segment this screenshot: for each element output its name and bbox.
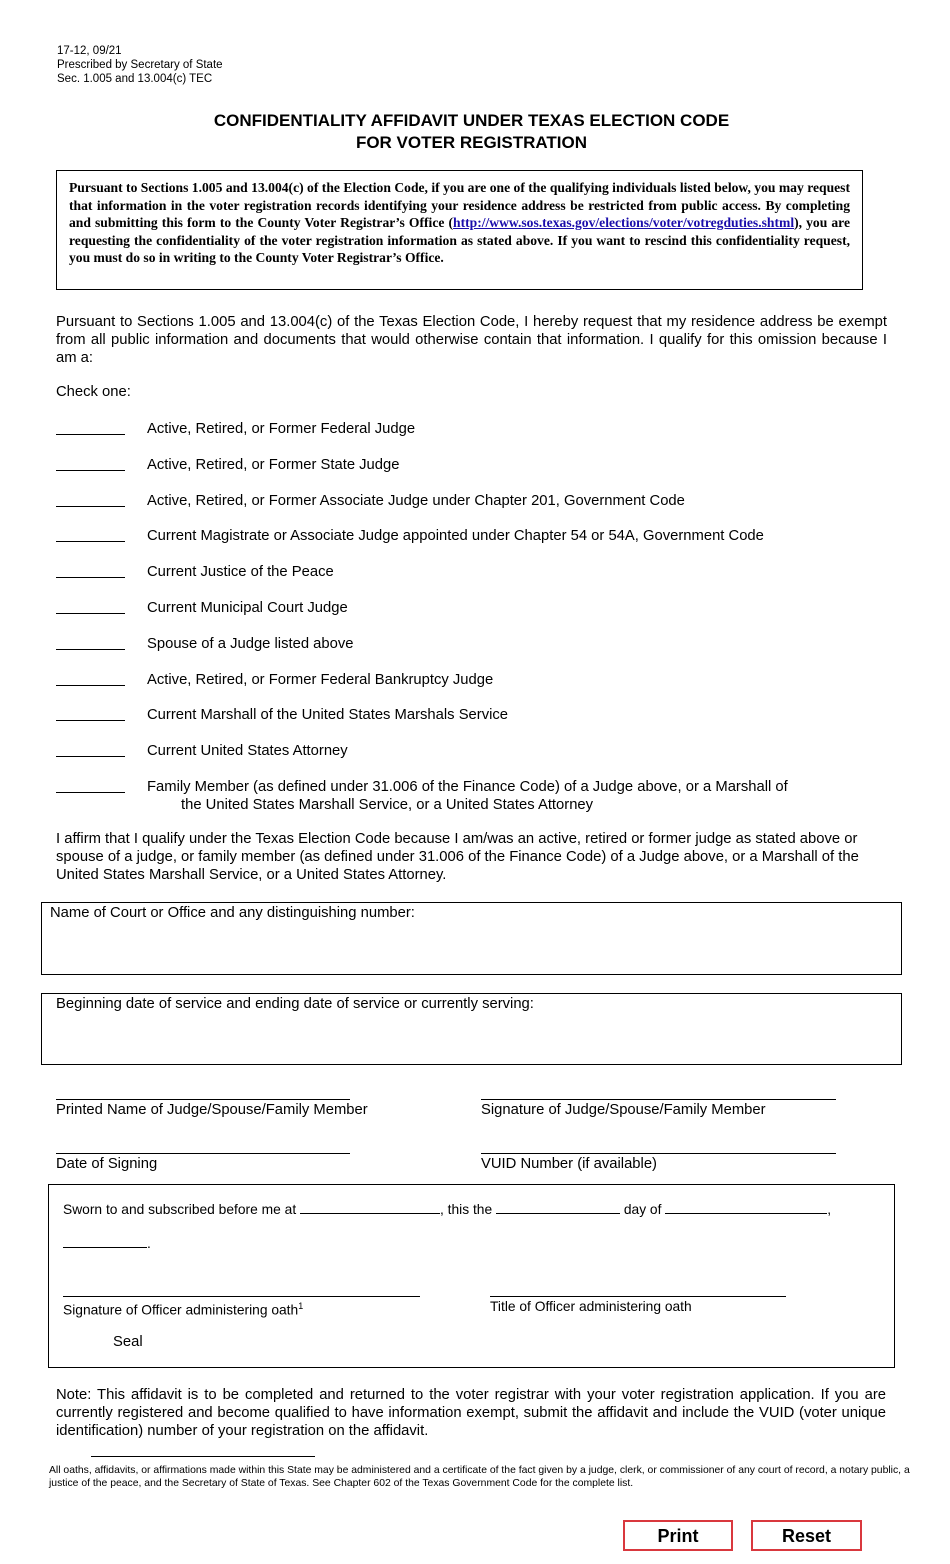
year-line xyxy=(63,1235,151,1252)
option-label xyxy=(147,635,354,653)
note-paragraph: Note: This affidavit is to be completed and returned to the voter registrar with your voter registration application. If you are currently registered and become qualified to have information exempt, submit the affidavit and include the VUID (voter unique identification) number of your registration on the affidavit. xyxy=(56,1387,886,1439)
footnote-separator xyxy=(91,1456,315,1457)
sworn-year-blank[interactable] xyxy=(63,1235,147,1248)
option-label-continuation: the United States Marshall Service, or a United States Attorney xyxy=(181,797,594,813)
option-label xyxy=(147,527,764,545)
notice-text-after-link: ), you are requesting the confidentiality of the voter registration information as stated above. If you want to rescind this confidentiality request, you must do so in writing to the County Voter Registrar’s Office. xyxy=(69,215,850,266)
option-check-blank[interactable] xyxy=(56,778,125,793)
option-label xyxy=(147,778,788,814)
section-reference: Sec. 1.005 and 13.004(c) TEC xyxy=(57,73,213,85)
option-label xyxy=(147,706,508,724)
option-label-text: Current United States Attorney xyxy=(147,743,348,760)
form-header-meta xyxy=(57,44,223,86)
oath-period: . xyxy=(147,1236,151,1251)
option-label xyxy=(147,671,493,689)
print-button[interactable]: Print xyxy=(623,1520,733,1551)
option-row xyxy=(56,492,876,528)
vuid-line[interactable] xyxy=(481,1153,836,1154)
form-number: 17-12, 09/21 xyxy=(57,45,122,57)
prescribed-by: Prescribed by Secretary of State xyxy=(57,59,223,71)
officer-title-label: Title of Officer administering oath xyxy=(490,1299,692,1314)
date-of-signing-line[interactable] xyxy=(56,1153,350,1154)
seal-label: Seal xyxy=(113,1334,143,1350)
option-check-blank[interactable] xyxy=(56,563,125,578)
option-label-text: Active, Retired, or Former Federal Judge xyxy=(147,421,416,437)
form-title-line2: FOR VOTER REGISTRATION xyxy=(355,133,588,152)
option-row xyxy=(56,420,876,456)
option-row xyxy=(56,635,876,671)
option-check-blank[interactable] xyxy=(56,456,125,471)
option-label-text: Current Justice of the Peace xyxy=(147,564,334,581)
footnote-text: All oaths, affidavits, or affirmations made within this State may be administered and a certificate of the fact given by a judge, clerk, or commissioner of any court of record, a notary public, a justice of the peace, and the Secretary of State of Texas. See Chapter 602 of the Texas Government Code for the complete list. xyxy=(49,1465,910,1489)
option-row xyxy=(56,599,876,635)
option-label xyxy=(147,563,334,581)
option-check-blank[interactable] xyxy=(56,492,125,507)
option-row xyxy=(56,671,876,707)
option-label xyxy=(147,492,685,510)
option-label-text: Current Magistrate or Associate Judge appointed under Chapter 54 or 54A, Government Code xyxy=(147,528,764,545)
option-label xyxy=(147,742,348,760)
option-label-text: Current Marshall of the United States Marshals Service xyxy=(147,707,509,724)
sworn-day-blank[interactable] xyxy=(496,1201,620,1214)
officer-signature-line[interactable] xyxy=(63,1296,420,1297)
option-label-text: Current Municipal Court Judge xyxy=(147,600,348,616)
option-check-blank[interactable] xyxy=(56,671,125,686)
signature-label: Signature of Judge/Spouse/Family Member xyxy=(481,1102,766,1118)
check-one-label: Check one: xyxy=(56,384,131,400)
footnote-marker: 1 xyxy=(298,1301,304,1311)
option-row xyxy=(56,742,876,778)
option-row xyxy=(56,778,876,814)
printed-name-line[interactable] xyxy=(56,1099,350,1100)
service-dates-label: Beginning date of service and ending date of service or currently serving: xyxy=(56,996,534,1012)
option-label-text: Active, Retired, or Former Federal Bankruptcy Judge xyxy=(147,671,494,688)
day-of-text: day of xyxy=(623,1202,662,1217)
request-paragraph: Pursuant to Sections 1.005 and 13.004(c) of the Texas Election Code, I hereby request that my residence address be exempt from all public information and documents that would otherwise contain that information. I qualify for this omission because I am a: xyxy=(56,314,887,366)
option-label-text: Active, Retired, or Former State Judge xyxy=(147,456,400,473)
option-label xyxy=(147,420,415,438)
option-label-text: Active, Retired, or Former Associate Judge under Chapter 201, Government Code xyxy=(147,492,685,509)
option-check-blank[interactable] xyxy=(56,742,125,757)
option-check-blank[interactable] xyxy=(56,599,125,614)
option-label xyxy=(147,456,399,474)
oath-box xyxy=(48,1184,895,1368)
option-check-blank[interactable] xyxy=(56,527,125,542)
option-row xyxy=(56,563,876,599)
oath-comma: , xyxy=(827,1202,832,1217)
registrar-duties-link[interactable]: http://www.sos.texas.gov/elections/voter/votregduties.shtml xyxy=(453,215,795,231)
option-label xyxy=(147,599,348,617)
printed-name-label: Printed Name of Judge/Spouse/Family Member xyxy=(56,1102,368,1118)
affirm-paragraph: I affirm that I qualify under the Texas Election Code because I am/was an active, retired or former judge as stated above or spouse of a judge, or family member (as defined under 31.006 of the Finance Code) of a Judge above, or a Marshall of the United States Marshall Service, or a United States Attorney. xyxy=(56,831,859,883)
option-label-text: Family Member (as defined under 31.006 of the Finance Code) of a Judge above, or a Marshall of xyxy=(147,779,788,795)
notice-text-before-link: Pursuant to Sections 1.005 and 13.004(c) of the Election Code, if you are one of the qualifying individuals listed below, you may request that information in the voter registration records identifying your residence address be restricted from public access. By completing and submitting this form to the County Voter Registrar’s Office ( xyxy=(69,180,850,231)
sworn-month-blank[interactable] xyxy=(665,1201,827,1214)
option-row xyxy=(56,527,876,563)
signature-line[interactable] xyxy=(481,1099,836,1100)
sworn-line xyxy=(63,1201,831,1218)
option-row xyxy=(56,706,876,742)
option-check-blank[interactable] xyxy=(56,706,125,721)
date-of-signing-label: Date of Signing xyxy=(56,1156,158,1172)
sworn-location-blank[interactable] xyxy=(300,1201,440,1214)
option-label-text: Spouse of a Judge listed above xyxy=(147,635,354,652)
this-the-text: , this the xyxy=(440,1202,493,1217)
form-title xyxy=(0,110,943,154)
form-title-line1: CONFIDENTIALITY AFFIDAVIT UNDER TEXAS ELECTION CODE xyxy=(213,111,730,130)
option-check-blank[interactable] xyxy=(56,635,125,650)
option-row xyxy=(56,456,876,492)
officer-signature-text: Signature of Officer administering oath xyxy=(63,1302,299,1318)
officer-title-line[interactable] xyxy=(490,1296,786,1297)
notice-box xyxy=(56,170,863,290)
service-dates-field[interactable] xyxy=(41,993,902,1065)
vuid-label: VUID Number (if available) xyxy=(481,1156,657,1172)
court-office-label: Name of Court or Office and any distinguishing number: xyxy=(50,905,415,921)
reset-button[interactable]: Reset xyxy=(751,1520,862,1551)
officer-signature-label xyxy=(63,1298,303,1319)
option-check-blank[interactable] xyxy=(56,420,125,435)
sworn-text: Sworn to and subscribed before me at xyxy=(63,1202,297,1217)
court-office-field[interactable] xyxy=(41,902,902,975)
